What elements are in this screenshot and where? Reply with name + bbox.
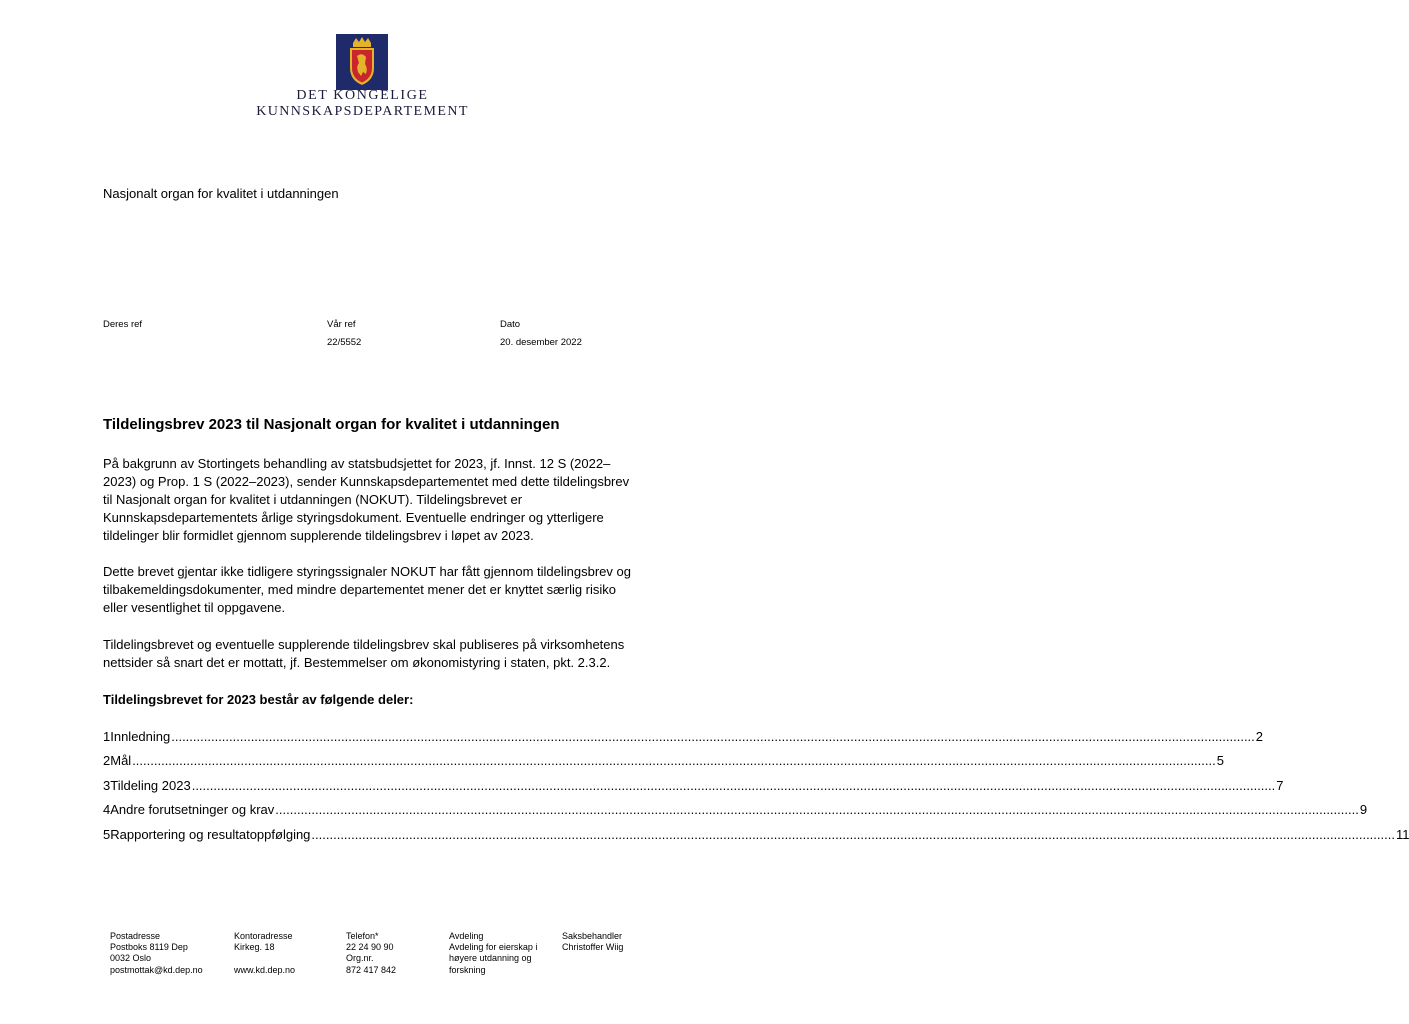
footer-phone: 22 24 90 90 [346,942,394,953]
department-name-line2: KUNNSKAPSDEPARTEMENT [256,104,469,119]
paragraph-line: Dette brevet gjentar ikke tidligere styringssignaler NOKUT har fått gjennom tildelingsbrev og [103,564,631,579]
toc-title: Andre forutsetninger og krav [110,802,275,818]
footer-line: Org.nr. [346,953,374,964]
footer-label: Kontoradresse [234,931,293,941]
toc-entry[interactable] [103,729,1264,753]
toc-heading: Tildelingsbrevet for 2023 består av følgende deler: [103,692,414,707]
paragraph-line: 2023) og Prop. 1 S (2022–2023), sender Kunnskapsdepartementet med dette tildelingsbrev [103,474,630,489]
footer-line: 0032 Oslo [110,953,152,964]
toc-entry[interactable] [103,826,1409,851]
toc-leader-dots: ............................................................................................................................................................................................................................................................................................................ [275,802,1359,818]
letter-title: Tildelingsbrev 2023 til Nasjonalt organ for kvalitet i utdanningen [103,416,560,433]
footer-email[interactable]: postmottak@kd.dep.no [110,964,203,975]
toc-title: Rapportering og resultatoppfølging [110,826,311,842]
footer-label: Avdeling [449,931,484,941]
recipient: Nasjonalt organ for kvalitet i utdanningen [103,186,339,201]
paragraph-line: nettsider så snart det er mottatt, jf. Bestemmelser om økonomistyring i staten, pkt. 2.3.2. [103,655,611,670]
footer-website-link[interactable]: www.kd.dep.no [234,964,296,975]
footer-telefon [346,931,396,976]
paragraph-3 [103,636,658,672]
toc-number: 1 [103,729,111,744]
toc-title: Mål [110,753,132,769]
toc-page: 7 [1276,777,1284,793]
toc-number: 2 [103,753,111,769]
footer-line: Avdeling for eierskap i [449,942,538,953]
paragraph-line: tilbakemeldingsdokumenter, med mindre departementet mener det er knyttet særlig risiko [103,582,617,597]
toc-leader-dots: ............................................................................................................................................................................................................................................................................................................ [132,753,1216,769]
var-ref-value: 22/5552 [327,337,362,348]
toc-number: 5 [103,826,111,842]
toc-leader-dots: ............................................................................................................................................................................................................................................................................................................ [191,777,1276,793]
toc-page: 11 [1395,826,1409,842]
toc-title: Innledning [110,729,171,744]
footer-avdeling [449,931,537,976]
footer-postadresse [110,931,203,976]
paragraph-2 [103,563,658,617]
deres-ref-label: Deres ref [103,319,143,330]
footer-line [234,953,295,964]
toc-number: 3 [103,777,111,793]
toc-entry[interactable] [103,777,1284,802]
coat-of-arms-logo [336,34,388,90]
paragraph-line: til Nasjonalt organ for kvalitet i utdanningen (NOKUT). Tildelingsbrevet er [103,492,523,507]
paragraph-line: Tildelingsbrevet og eventuelle supplerende tildelingsbrev skal publiseres på virksomhetens [103,637,625,652]
footer-label: Postadresse [110,931,161,941]
footer-saksbehandler [562,931,623,953]
paragraph-line: Kunnskapsdepartementets årlige styringsdokument. Eventuelle endringer og ytterligere [103,510,604,525]
table-of-contents [103,729,1409,851]
dato-value: 20. desember 2022 [500,337,582,348]
footer-line: høyere utdanning og [449,953,532,964]
paragraph-line: På bakgrunn av Stortingets behandling av statsbudsjettet for 2023, jf. Innst. 12 S (2022– [103,456,611,471]
toc-leader-dots: ............................................................................................................................................................................................................................................................................................................ [171,729,1255,744]
toc-page: 2 [1255,729,1264,744]
footer-line: forskning [449,964,486,975]
toc-title: Tildeling 2023 [110,777,191,793]
toc-entry[interactable] [103,802,1368,826]
toc-entry[interactable] [103,753,1224,777]
toc-page: 5 [1216,753,1224,769]
footer-kontoradresse [234,931,295,976]
paragraph-line: tildelinger blir formidlet gjennom supplerende tildelingsbrev i løpet av 2023. [103,528,534,543]
toc-leader-dots: ............................................................................................................................................................................................................................................................................................................ [311,826,1395,842]
footer-label: Telefon* [346,931,379,941]
department-name-line1: DET KONGELIGE [296,88,429,103]
var-ref-label: Vår ref [327,319,356,330]
footer-line: 872 417 842 [346,964,397,975]
footer-line: Postboks 8119 Dep [110,942,188,953]
dato-label: Dato [500,319,521,330]
footer-label: Saksbehandler [562,931,623,941]
footer-line: Christoffer Wiig [562,942,624,953]
toc-page: 9 [1359,802,1368,818]
toc-number: 4 [103,802,111,818]
paragraph-1 [103,455,658,545]
paragraph-line: eller vesentlighet til oppgavene. [103,600,286,615]
footer-line: Kirkeg. 18 [234,942,275,953]
